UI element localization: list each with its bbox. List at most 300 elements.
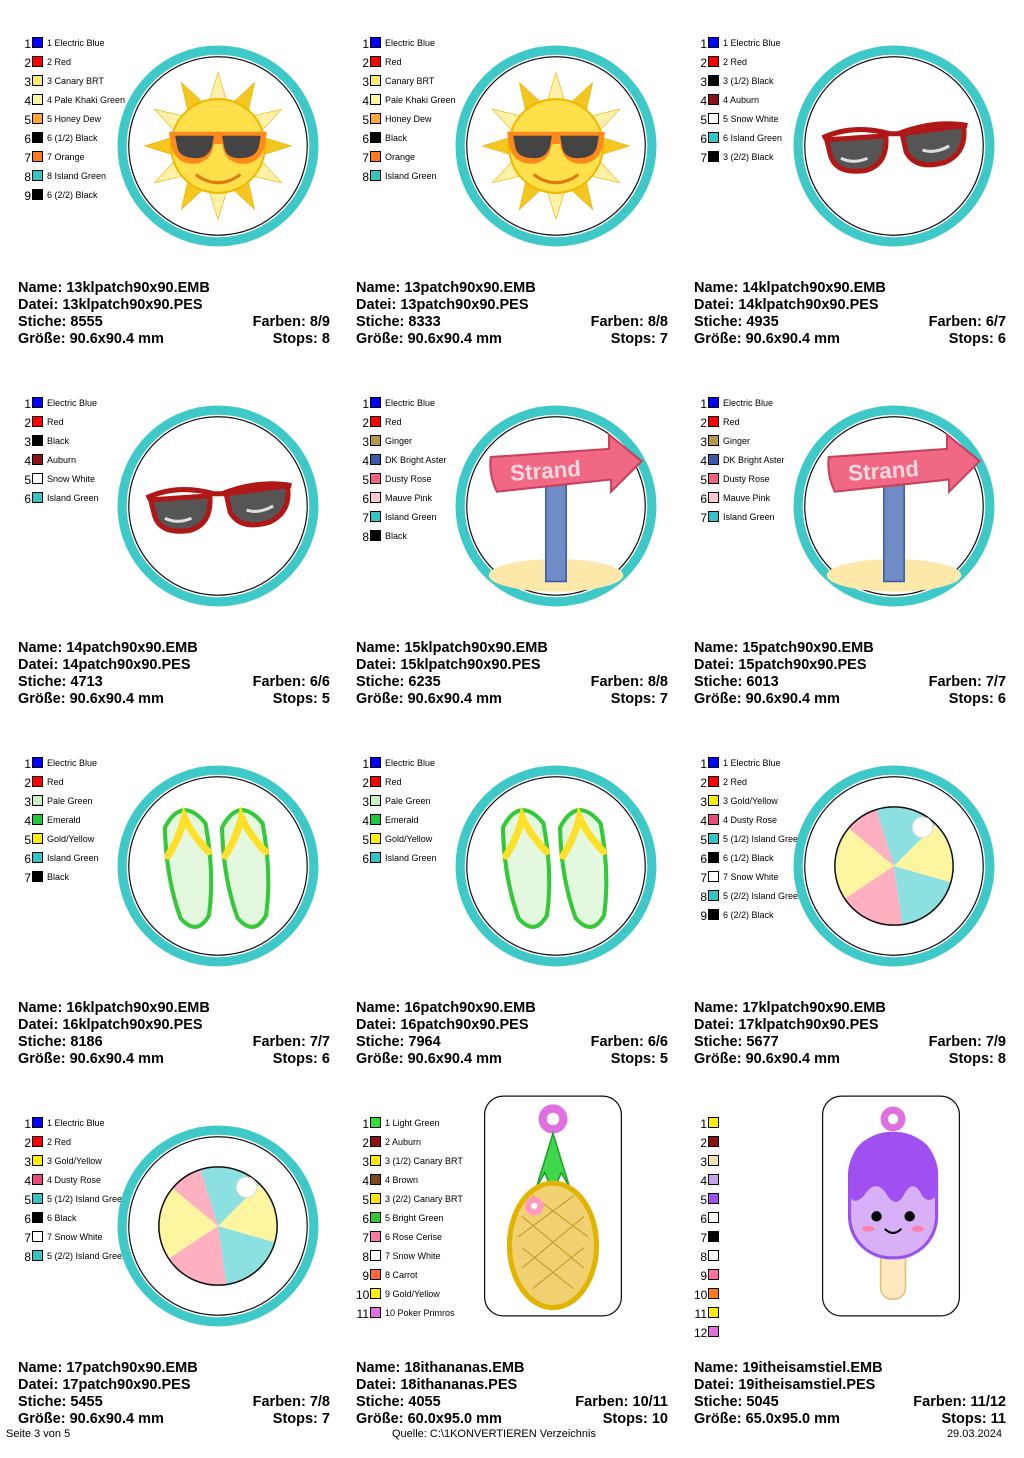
size-label: Größe: xyxy=(694,691,742,707)
swatch-number: 1 xyxy=(700,757,707,771)
color-swatch xyxy=(708,75,719,86)
color-swatch xyxy=(370,473,381,484)
size-row xyxy=(694,1051,1006,1068)
swatch-number: 9 xyxy=(24,189,31,203)
swatch-number: 4 xyxy=(362,814,369,828)
color-swatch xyxy=(370,416,381,427)
thread-name: 2 Red xyxy=(723,777,748,787)
swatch-number: 1 xyxy=(362,1117,369,1131)
color-swatch xyxy=(370,151,381,162)
file-row xyxy=(18,297,330,314)
swatch-number: 2 xyxy=(700,1136,707,1150)
swatch-number: 5 xyxy=(24,473,31,487)
design-info xyxy=(694,640,1006,708)
color-swatch xyxy=(708,397,719,408)
stops-label: Stops: xyxy=(602,1411,648,1427)
color-swatch xyxy=(32,416,43,427)
embroidery-preview xyxy=(116,44,320,248)
name-row xyxy=(18,640,330,657)
color-swatch xyxy=(32,397,43,408)
file-row xyxy=(356,1017,668,1034)
file-row xyxy=(694,657,1006,674)
thread-name: 5 Bright Green xyxy=(385,1213,444,1223)
thread-name: Emerald xyxy=(47,815,81,825)
swatch-number: 5 xyxy=(362,1193,369,1207)
swatch-number: 8 xyxy=(362,170,369,184)
name-row xyxy=(18,1360,330,1377)
swatch-number: 10 xyxy=(694,1288,708,1302)
colors-label: Farben: xyxy=(928,1034,982,1050)
design-file: 17patch90x90.PES xyxy=(62,1377,191,1393)
design-card xyxy=(694,1098,1024,1458)
swatch-number: 11 xyxy=(356,1307,369,1321)
colors-label: Farben: xyxy=(590,314,644,330)
design-card xyxy=(356,738,686,1098)
color-count: 10/11 xyxy=(632,1394,668,1410)
thread-name: 10 Poker Primros xyxy=(385,1308,455,1318)
design-name: 19itheisamstiel.EMB xyxy=(742,1360,883,1376)
stops-label: Stops: xyxy=(272,1411,318,1427)
color-swatch xyxy=(370,94,381,105)
thread-name: 5 Honey Dew xyxy=(47,114,102,124)
swatch-number: 4 xyxy=(24,94,31,108)
colors-value xyxy=(591,314,668,331)
color-swatch xyxy=(708,1174,719,1185)
thread-name: Mauve Pink xyxy=(385,493,433,503)
thread-name: 3 (1/2) Canary BRT xyxy=(385,1156,463,1166)
color-swatch-row xyxy=(694,1114,814,1133)
thread-name: Emerald xyxy=(385,815,419,825)
stitches-label: Stiche: xyxy=(356,1034,405,1050)
name-row xyxy=(18,1000,330,1017)
design-card xyxy=(694,378,1024,738)
design-file: 13patch90x90.PES xyxy=(400,297,529,313)
design-name: 16klpatch90x90.EMB xyxy=(66,1000,210,1016)
color-swatch xyxy=(32,75,43,86)
color-swatch-row xyxy=(356,1209,476,1228)
color-swatch xyxy=(708,1117,719,1128)
color-count: 8/9 xyxy=(309,314,330,330)
thread-name: Black xyxy=(385,133,408,143)
colors-value xyxy=(929,674,1006,691)
colors-value xyxy=(929,1034,1006,1051)
swatch-number: 1 xyxy=(24,37,31,51)
stop-count: 6 xyxy=(997,331,1006,347)
color-swatch xyxy=(32,1231,43,1242)
color-swatch-row xyxy=(356,1152,476,1171)
color-swatch xyxy=(370,833,381,844)
color-swatch xyxy=(32,1117,43,1128)
design-name: 17patch90x90.EMB xyxy=(66,1360,198,1376)
embroidery-preview xyxy=(792,764,996,968)
size-row xyxy=(18,331,330,348)
name-label: Name: xyxy=(356,1000,401,1016)
color-swatch xyxy=(370,1288,381,1299)
color-swatch xyxy=(370,757,381,768)
thread-name: Electric Blue xyxy=(385,398,436,408)
swatch-number: 3 xyxy=(700,75,707,89)
thread-name: 3 (2/2) Canary BRT xyxy=(385,1194,463,1204)
swatch-number: 9 xyxy=(700,909,707,923)
colors-label: Farben: xyxy=(252,1394,306,1410)
color-count: 8/8 xyxy=(647,674,668,690)
colors-label: Farben: xyxy=(575,1394,629,1410)
color-swatch xyxy=(708,871,719,882)
design-info xyxy=(18,280,330,348)
color-swatch xyxy=(370,37,381,48)
size-label: Größe: xyxy=(694,331,742,347)
color-count: 7/7 xyxy=(309,1034,330,1050)
swatch-number: 4 xyxy=(700,814,707,828)
file-label: Datei: xyxy=(356,657,397,673)
swatch-number: 4 xyxy=(362,454,369,468)
size-row xyxy=(18,1411,330,1428)
swatch-number: 7 xyxy=(700,871,707,885)
thread-name: 4 Dusty Rose xyxy=(723,815,778,825)
thread-name: 3 Gold/Yellow xyxy=(723,796,778,806)
color-swatch xyxy=(370,1174,381,1185)
color-swatch xyxy=(32,871,43,882)
swatch-number: 9 xyxy=(700,1269,707,1283)
stitch-count: 8555 xyxy=(70,314,103,330)
thread-name: 2 Auburn xyxy=(385,1137,422,1147)
size-row xyxy=(356,691,668,708)
colors-label: Farben: xyxy=(928,674,982,690)
thread-name: 4 Dusty Rose xyxy=(47,1175,102,1185)
design-card xyxy=(18,738,348,1098)
design-size: 90.6x90.4 mm xyxy=(745,691,840,707)
swatch-number: 3 xyxy=(362,1155,369,1169)
name-label: Name: xyxy=(356,1360,401,1376)
swatch-number: 5 xyxy=(24,1193,31,1207)
design-name: 15klpatch90x90.EMB xyxy=(404,640,548,656)
stitches-label: Stiche: xyxy=(356,674,405,690)
color-swatch xyxy=(32,1250,43,1261)
color-swatch xyxy=(32,132,43,143)
design-size: 90.6x90.4 mm xyxy=(69,1411,164,1427)
swatch-number: 4 xyxy=(24,1174,31,1188)
thread-name: Snow White xyxy=(47,474,96,484)
name-row xyxy=(356,280,668,297)
swatch-number: 2 xyxy=(24,776,31,790)
swatch-number: 2 xyxy=(362,776,369,790)
swatch-number: 4 xyxy=(700,94,707,108)
swatch-number: 5 xyxy=(24,113,31,127)
name-label: Name: xyxy=(18,640,63,656)
thread-name: Red xyxy=(47,417,64,427)
thread-name: 6 (1/2) Black xyxy=(47,133,98,143)
color-swatch xyxy=(708,776,719,787)
color-swatch xyxy=(708,473,719,484)
thread-name: Black xyxy=(47,436,70,446)
stops-label: Stops: xyxy=(610,691,656,707)
file-label: Datei: xyxy=(694,657,735,673)
design-file: 18ithananas.PES xyxy=(400,1377,518,1393)
color-swatch xyxy=(370,1269,381,1280)
stitch-count: 4713 xyxy=(70,674,103,690)
color-swatch xyxy=(32,833,43,844)
design-name: 14klpatch90x90.EMB xyxy=(742,280,886,296)
stops-label: Stops: xyxy=(610,1051,656,1067)
thread-name: Island Green xyxy=(385,853,437,863)
color-swatch xyxy=(370,435,381,446)
color-swatch xyxy=(32,852,43,863)
stops-label: Stops: xyxy=(272,331,318,347)
color-swatch xyxy=(708,492,719,503)
thread-name: Gold/Yellow xyxy=(385,834,433,844)
color-swatch-row xyxy=(694,1247,814,1266)
name-row xyxy=(356,640,668,657)
swatch-number: 6 xyxy=(362,132,369,146)
name-row xyxy=(694,1360,1006,1377)
swatch-number: 5 xyxy=(700,833,707,847)
thread-name: 3 (2/2) Black xyxy=(723,152,774,162)
stops-label: Stops: xyxy=(610,331,656,347)
swatch-number: 3 xyxy=(24,75,31,89)
name-row xyxy=(694,640,1006,657)
source-path: Quelle: C:\1KONVERTIEREN Verzeichnis xyxy=(392,1428,596,1440)
thread-name: 8 Carrot xyxy=(385,1270,418,1280)
color-swatch-row xyxy=(694,1171,814,1190)
color-swatch xyxy=(370,56,381,67)
swatch-number: 8 xyxy=(362,530,369,544)
file-row xyxy=(356,297,668,314)
swatch-number: 2 xyxy=(24,416,31,430)
color-swatch-list xyxy=(356,1114,476,1323)
thread-name: Island Green xyxy=(385,512,437,522)
color-swatch-row xyxy=(694,1133,814,1152)
swatch-number: 1 xyxy=(700,397,707,411)
embroidery-preview xyxy=(478,1092,628,1320)
swatch-number: 6 xyxy=(362,852,369,866)
thread-name: 1 Electric Blue xyxy=(723,758,781,768)
thread-name: DK Bright Aster xyxy=(723,455,785,465)
name-row xyxy=(356,1360,668,1377)
swatch-number: 6 xyxy=(24,852,31,866)
colors-label: Farben: xyxy=(590,1034,644,1050)
design-size: 90.6x90.4 mm xyxy=(407,1051,502,1067)
swatch-number: 6 xyxy=(700,1212,707,1226)
stitches-label: Stiche: xyxy=(356,1394,405,1410)
size-row xyxy=(18,691,330,708)
color-swatch xyxy=(370,776,381,787)
name-label: Name: xyxy=(18,280,63,296)
size-label: Größe: xyxy=(694,1051,742,1067)
thread-name: Ginger xyxy=(723,436,751,446)
stitches-label: Stiche: xyxy=(694,1394,743,1410)
thread-name: Honey Dew xyxy=(385,114,432,124)
stop-count: 11 xyxy=(990,1411,1006,1427)
swatch-number: 1 xyxy=(24,1117,31,1131)
color-swatch xyxy=(370,530,381,541)
stitch-count: 6013 xyxy=(746,674,779,690)
print-date: 29.03.2024 xyxy=(946,1428,1002,1440)
design-size: 90.6x90.4 mm xyxy=(69,691,164,707)
swatch-number: 3 xyxy=(24,1155,31,1169)
color-swatch xyxy=(32,151,43,162)
stitch-count: 8186 xyxy=(70,1034,103,1050)
swatch-number: 2 xyxy=(362,416,369,430)
swatch-number: 1 xyxy=(24,397,31,411)
swatch-number: 1 xyxy=(362,757,369,771)
color-swatch xyxy=(370,75,381,86)
thread-name: Island Green xyxy=(47,493,99,503)
design-size: 65.0x95.0 mm xyxy=(745,1411,840,1427)
color-swatch-row xyxy=(694,1152,814,1171)
design-file: 16klpatch90x90.PES xyxy=(62,1017,203,1033)
design-info xyxy=(356,1360,668,1428)
name-label: Name: xyxy=(694,1360,739,1376)
color-swatch xyxy=(370,795,381,806)
color-swatch xyxy=(708,833,719,844)
thread-name: Electric Blue xyxy=(385,758,436,768)
stitch-count: 5045 xyxy=(746,1394,779,1410)
thread-name: 1 Electric Blue xyxy=(47,1118,105,1128)
swatch-number: 4 xyxy=(700,1174,707,1188)
stops-value xyxy=(273,1051,330,1068)
stitches-row xyxy=(18,1394,330,1411)
color-swatch-row xyxy=(356,1114,476,1133)
swatch-number: 5 xyxy=(362,113,369,127)
swatch-number: 1 xyxy=(24,757,31,771)
swatch-number: 3 xyxy=(700,795,707,809)
design-file: 14klpatch90x90.PES xyxy=(738,297,879,313)
design-file: 17klpatch90x90.PES xyxy=(738,1017,879,1033)
color-swatch xyxy=(708,37,719,48)
thread-name: 1 Light Green xyxy=(385,1118,440,1128)
color-swatch xyxy=(32,37,43,48)
stitches-row xyxy=(694,1034,1006,1051)
colors-value xyxy=(253,314,330,331)
swatch-number: 4 xyxy=(362,94,369,108)
color-swatch xyxy=(708,511,719,522)
stitch-count: 5455 xyxy=(70,1394,103,1410)
swatch-number: 6 xyxy=(362,1212,369,1226)
file-label: Datei: xyxy=(18,297,59,313)
thread-name: Electric Blue xyxy=(47,758,98,768)
color-swatch xyxy=(32,814,43,825)
thread-name: 2 Red xyxy=(723,57,748,67)
svg-text:Strand: Strand xyxy=(847,456,920,486)
stops-label: Stops: xyxy=(948,331,994,347)
design-size: 90.6x90.4 mm xyxy=(407,331,502,347)
embroidery-preview xyxy=(816,1092,966,1320)
color-swatch xyxy=(708,454,719,465)
color-swatch-row xyxy=(356,1228,476,1247)
thread-name: 4 Auburn xyxy=(723,95,760,105)
color-swatch xyxy=(370,1193,381,1204)
color-swatch xyxy=(708,435,719,446)
color-swatch-row xyxy=(356,1304,476,1323)
color-swatch xyxy=(370,454,381,465)
color-swatch xyxy=(370,814,381,825)
thread-name: 3 Canary BRT xyxy=(47,76,104,86)
swatch-number: 11 xyxy=(694,1307,707,1321)
thread-name: 3 (1/2) Black xyxy=(723,76,774,86)
stops-value xyxy=(942,1411,1006,1428)
color-swatch xyxy=(370,397,381,408)
thread-name: 7 Snow White xyxy=(723,872,779,882)
stitches-label: Stiche: xyxy=(694,314,743,330)
swatch-number: 6 xyxy=(700,852,707,866)
swatch-number: 6 xyxy=(24,132,31,146)
design-info xyxy=(694,1360,1006,1428)
name-row xyxy=(694,280,1006,297)
thread-name: 6 Island Green xyxy=(723,133,783,143)
name-row xyxy=(356,1000,668,1017)
color-swatch xyxy=(370,1136,381,1147)
design-card xyxy=(356,378,686,738)
swatch-number: 2 xyxy=(700,56,707,70)
thread-name: 7 Snow White xyxy=(47,1232,103,1242)
design-file: 13klpatch90x90.PES xyxy=(62,297,203,313)
color-swatch xyxy=(708,757,719,768)
swatch-number: 5 xyxy=(700,1193,707,1207)
design-card xyxy=(18,378,348,738)
design-name: 17klpatch90x90.EMB xyxy=(742,1000,886,1016)
color-swatch xyxy=(32,795,43,806)
stitches-label: Stiche: xyxy=(18,1394,67,1410)
color-swatch xyxy=(708,909,719,920)
swatch-number: 3 xyxy=(362,435,369,449)
color-swatch xyxy=(708,1288,719,1299)
swatch-number: 1 xyxy=(362,397,369,411)
swatch-number: 1 xyxy=(700,1117,707,1131)
color-swatch xyxy=(32,473,43,484)
color-swatch xyxy=(32,189,43,200)
stitches-label: Stiche: xyxy=(356,314,405,330)
stitch-count: 7964 xyxy=(408,1034,441,1050)
color-swatch xyxy=(32,1136,43,1147)
design-info xyxy=(18,640,330,708)
stops-value xyxy=(611,691,668,708)
design-card xyxy=(356,1098,686,1458)
stops-value xyxy=(949,691,1006,708)
thread-name: 4 Pale Khaki Green xyxy=(47,95,126,105)
swatch-number: 2 xyxy=(24,56,31,70)
size-row xyxy=(694,331,1006,348)
stop-count: 5 xyxy=(321,691,330,707)
color-swatch xyxy=(32,94,43,105)
swatch-number: 2 xyxy=(700,416,707,430)
colors-label: Farben: xyxy=(590,674,644,690)
thread-name: Red xyxy=(47,777,64,787)
thread-name: Black xyxy=(385,531,408,541)
thread-name: 1 Electric Blue xyxy=(47,38,105,48)
color-swatch xyxy=(708,1155,719,1166)
design-size: 90.6x90.4 mm xyxy=(745,331,840,347)
stitches-row xyxy=(356,1034,668,1051)
design-info xyxy=(694,1000,1006,1068)
color-swatch xyxy=(32,776,43,787)
stitches-row xyxy=(356,314,668,331)
thread-name: Pale Green xyxy=(47,796,93,806)
color-swatch-row xyxy=(694,1228,814,1247)
thread-name: 6 (1/2) Black xyxy=(723,853,774,863)
file-label: Datei: xyxy=(18,1017,59,1033)
swatch-number: 6 xyxy=(700,132,707,146)
stops-label: Stops: xyxy=(941,1411,987,1427)
swatch-number: 5 xyxy=(362,833,369,847)
name-label: Name: xyxy=(694,1000,739,1016)
embroidery-preview xyxy=(116,764,320,968)
thread-name: 6 (2/2) Black xyxy=(723,910,774,920)
color-swatch-row xyxy=(356,1171,476,1190)
color-swatch xyxy=(708,1326,719,1337)
thread-name: 5 (2/2) Island Green xyxy=(723,891,804,901)
thread-name: Red xyxy=(723,417,740,427)
color-swatch xyxy=(32,1155,43,1166)
